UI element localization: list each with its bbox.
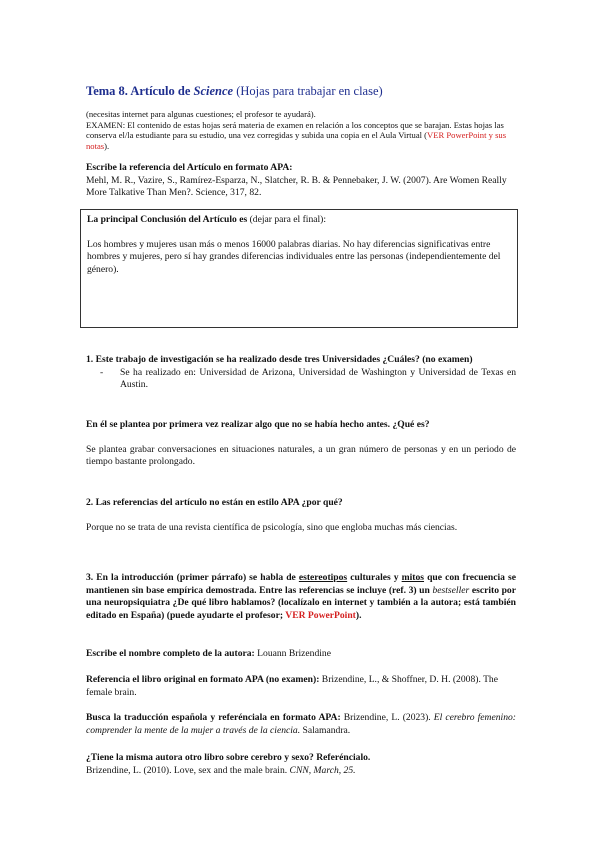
question-3: 3. En la introducción (primer párrafo) se habla de estereotipos culturales y mitos que con frecuencia se mantienen sin base empírica demostrada. Entre las referencias se incluye (ref. 3) un bestseller escrito por una neuropsiquiatra ¿De qué libro hablamos? (localízalo en internet y también a la autora; está también editado en España) (puede ayudarte el profesor; VER PowerPoint).	[86, 572, 516, 621]
original-ref-label: Referencia el libro original en formato APA (no examen):	[86, 674, 320, 685]
question-1b	[86, 419, 516, 469]
conclusion-label: La principal Conclusión del Artículo es (dejar para el final):	[87, 214, 327, 225]
translation-title: El cerebro femenino: comprender la mente de la mujer a través de la ciencia.	[86, 712, 516, 736]
bullet-dash: -	[100, 366, 104, 378]
powerpoint-notes-link[interactable]: VER PowerPoint y sus notas	[86, 130, 507, 151]
question-2-answer: Porque no se trata de una revista científica de psicología, sino que engloba muchas más ciencias.	[86, 521, 458, 533]
original-reference	[86, 674, 516, 699]
question-1b-text: En él se plantea por primera vez realizar algo que no se había hecho antes. ¿Qué es?	[86, 419, 430, 430]
other-book-question: ¿Tiene la misma autora otro libro sobre cerebro y sexo? Referéncialo.	[86, 752, 371, 763]
author-answer	[86, 648, 516, 661]
title-suffix: (Hojas para trabajar en clase)	[233, 84, 383, 98]
question-1	[86, 354, 516, 392]
conclusion-text: Los hombres y mujeres usan más o menos 16000 palabras diarias. No hay diferencias significativas entre hombres y mujeres, pero sí hay grandes diferencias individuales entre las personas (independientemente del género).	[87, 238, 501, 275]
question-1-answer: - Se ha realizado en: Universidad de Arizona, Universidad de Washington y Universidad de Texas en Austin.	[100, 366, 516, 391]
intro-note-line1: (necesitas internet para algunas cuestiones; el profesor te ayudará).	[86, 109, 316, 119]
original-ref-value: Brizendine, L., & Shoffner, D. H. (2008). The female brain.	[86, 674, 498, 698]
reference-text: Mehl, M. R., Vazire, S., Ramírez-Esparza, N., Slatcher, R. B. & Pennebaker, J. W. (2007). Are Women Really More Talkative Than Men?. Science, 317, 82.	[86, 174, 507, 199]
author-label: Escribe el nombre completo de la autora:	[86, 648, 255, 659]
other-book	[86, 752, 516, 777]
title-prefix: Tema 8. Artículo de	[86, 84, 194, 98]
conclusion-box	[80, 209, 518, 328]
reference-section	[86, 162, 516, 200]
powerpoint-link[interactable]: VER PowerPoint	[285, 609, 356, 621]
question-1-text: 1. Este trabajo de investigación se ha realizado desde tres Universidades ¿Cuáles? (no examen)	[86, 354, 473, 365]
question-2-text: 2. Las referencias del artículo no están en estilo APA ¿por qué?	[86, 497, 343, 508]
title-journal: Science	[193, 84, 234, 98]
question-1b-answer: Se plantea grabar conversaciones en situaciones naturales, a un gran número de personas y en un periodo de tiempo bastante prolongado.	[86, 443, 516, 468]
other-book-answer: Brizendine, L. (2010). Love, sex and the male brain. CNN, March, 25.	[86, 764, 356, 776]
translation-label: Busca la traducción española y referénciala en formato APA:	[86, 712, 341, 723]
intro-note-line2: EXAMEN: El contenido de estas hojas será materia de examen en relación a los conceptos que se barajan. Estas hojas las conserva el/la estudiante para su estudio, una vez corregidas y subida una copia en el Aula Virtual (VER PowerPoint y sus notas).	[86, 119, 507, 151]
intro-note	[86, 109, 516, 151]
author-value: Louann Brizendine	[254, 648, 331, 659]
reference-heading: Escribe la referencia del Artículo en formato APA:	[86, 162, 293, 173]
translation-reference: Busca la traducción española y referénciala en formato APA: Brizendine, L. (2023). El cerebro femenino: comprender la mente de la mujer a través de la ciencia. Salamandra.	[86, 712, 516, 736]
question-2	[86, 497, 516, 534]
page-title	[86, 84, 516, 99]
